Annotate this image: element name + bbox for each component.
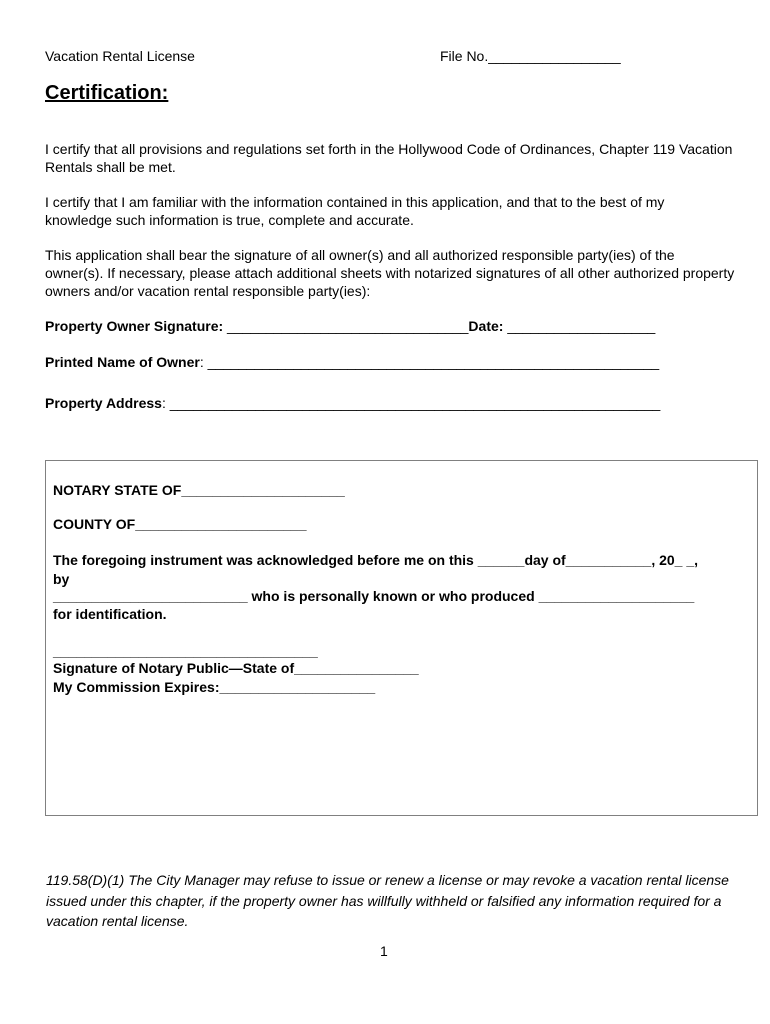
notary-county-field[interactable]: COUNTY OF______________________: [53, 516, 307, 532]
notary-signature-field[interactable]: __________________________________: [53, 643, 318, 659]
date-field[interactable]: ___________________: [503, 318, 656, 334]
notary-signature-label[interactable]: Signature of Notary Public—State of________________: [53, 660, 419, 676]
property-address-row: [45, 395, 660, 411]
owner-signature-row: [45, 318, 655, 334]
certification-paragraph-2: I certify that I am familiar with the information contained in this application, and that to the best of my knowledge such information is true, complete and accurate.: [45, 194, 665, 228]
form-name: Vacation Rental License: [45, 48, 195, 64]
certification-paragraph-1: I certify that all provisions and regulations set forth in the Hollywood Code of Ordinances, Chapter 119 Vacation Rentals shall be met.: [45, 141, 733, 175]
certification-paragraph-3: This application shall bear the signature of all owner(s) and all authorized responsible party(ies) of the owner(s). If necessary, please attach additional sheets with notarized signatures of all other authorized property owners and/or vacation rental responsible party(ies):: [45, 247, 735, 299]
printed-name-field[interactable]: : __________________________________________________________: [199, 354, 660, 370]
printed-name-label: Printed Name of Owner: [45, 354, 200, 370]
commission-expires-field[interactable]: My Commission Expires:____________________: [53, 679, 376, 695]
acknowledgment-identity-field[interactable]: _________________________ who is personally known or who produced ____________________: [53, 588, 695, 604]
ordinance-note: 119.58(D)(1) The City Manager may refuse to issue or renew a license or may revoke a vacation rental license issued under this chapter, if the property owner has willfully withheld or falsified any information required for a vacation rental license.: [46, 872, 729, 929]
notary-box: [45, 460, 758, 816]
owner-signature-field[interactable]: _______________________________: [223, 318, 469, 334]
acknowledgment-identification: for identification.: [53, 606, 167, 622]
acknowledgment-by: by: [53, 571, 70, 587]
property-address-label: Property Address: [45, 395, 162, 411]
date-label: Date:: [468, 318, 504, 334]
acknowledgment-line[interactable]: The foregoing instrument was acknowledged before me on this ______day of___________, 20_ _,: [53, 552, 699, 568]
property-address-field[interactable]: : _______________________________________________________________: [161, 395, 661, 411]
file-number-field[interactable]: File No._________________: [440, 48, 621, 64]
owner-signature-label: Property Owner Signature:: [45, 318, 224, 334]
notary-state-field[interactable]: NOTARY STATE OF_____________________: [53, 482, 345, 498]
page-number: 1: [380, 943, 388, 959]
page-title: Certification:: [45, 82, 169, 104]
printed-name-row: [45, 354, 659, 370]
